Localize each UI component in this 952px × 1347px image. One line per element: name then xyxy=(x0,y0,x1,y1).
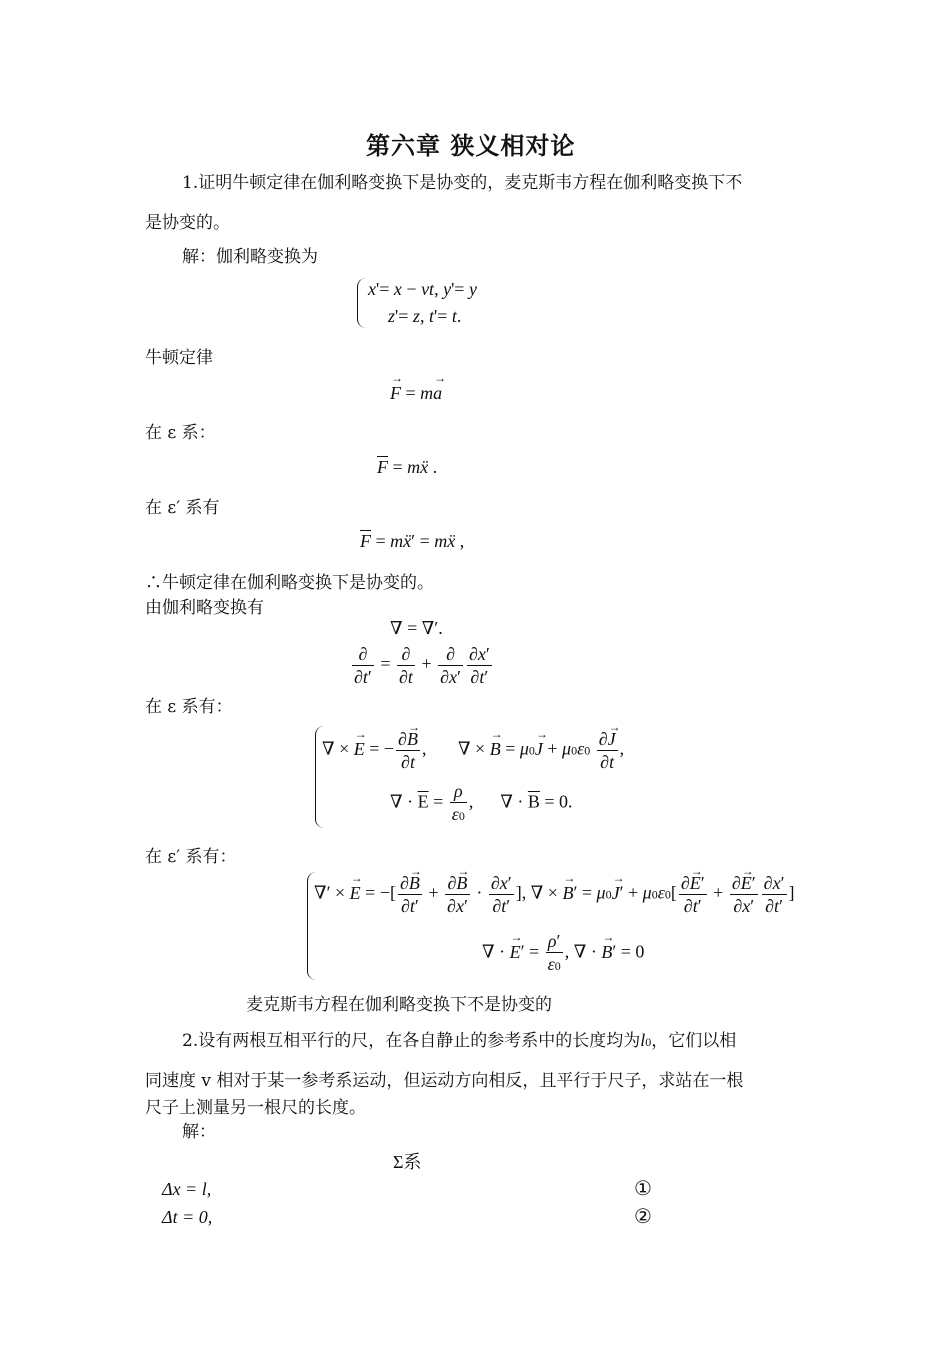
in-sigma-prime-label: 在 ε′ 系有 xyxy=(145,498,220,518)
eq-delta-t: Δt = 0, xyxy=(162,1207,213,1227)
solution2-label: 解： xyxy=(182,1122,216,1142)
problem2-line3: 尺子上测量另一根尺的长度。 xyxy=(145,1098,366,1118)
in-sigma-prime-has-label: 在 ε′ 系有： xyxy=(145,847,237,867)
maxwell-sigma-prime-eq-1: ∇′ × → E = −[ $\frac{\partial\to B}{\partial t'}$ + $\frac{\partial\to B}{\partial x'}$ · $\frac{\partial x'}{\partial t'}$ ], ∇ × → B′ = μ0→ J′ + μ0ε0[ $\frac{\partial\to E'}{\partial t'}$ + $\frac{\partial\to E'}{\partial x'}$ $\frac{\partial x'}{\partial t'}$ ] xyxy=(314,872,795,917)
length-l0: l0 xyxy=(640,1030,652,1050)
problem1-line1: 1.证明牛顿定律在伽利略变换下是协变的，麦克斯韦方程在伽利略变换下不 xyxy=(182,173,743,193)
problem2-line1-text: 2.设有两根互相平行的尺，在各自静止的参考系中的长度均为 xyxy=(182,1031,641,1051)
problem2-line2: 同速度 v 相对于某一参考系运动，但运动方向相反，且平行于尺子，求站在一根 xyxy=(145,1071,744,1091)
galilean-eq-1: x'= x − vt, y'= y xyxy=(368,279,477,299)
maxwell-conclusion: 麦克斯韦方程在伽利略变换下不是协变的 xyxy=(246,995,552,1015)
newton-eq: → F = m→ a xyxy=(390,383,442,404)
solution1-label: 解：伽利略变换为 xyxy=(182,247,318,267)
equation-mark-1: ① xyxy=(634,1176,652,1200)
problem2-line1 xyxy=(182,1026,736,1051)
problem2-line1-end: ，它们以相 xyxy=(651,1031,737,1051)
equation-mark-2: ② xyxy=(634,1204,652,1228)
in-sigma-has-label: 在 ε 系有： xyxy=(145,697,233,717)
therefore-line: ∴牛顿定律在伽利略变换下是协变的。 xyxy=(145,573,434,593)
newton-sigma-prime-eq: $\overline{F}$ = mẍ′ = mẍ , xyxy=(360,531,465,551)
sigma-frame-label: Σ系 xyxy=(393,1152,422,1172)
newton-sigma-eq: $\overline{F}$ = mẍ . xyxy=(377,457,438,477)
galilean-brace xyxy=(357,278,366,328)
nabla-eq: ∇ = ∇′. xyxy=(390,618,443,638)
from-galilean-label: 由伽利略变换有 xyxy=(145,598,264,618)
maxwell-sigma-eq-1: ∇ × → E = − $\frac{\partial\to B}{\partial t}$ , ∇ × → B = μ0→ J + μ0ε0 $\frac{\partial\to J}{\partial t}$ , xyxy=(322,728,624,773)
partial-derivative-eq: $\frac{\partial}{\partial t'}$ = $\frac{\partial}{\partial t}$ + $\frac{\partial}{\partial x'}$ $\frac{\partial x'}{\partial t'}$ xyxy=(354,644,490,687)
maxwell-sigma-eq-2: ∇ · $\overline{E}$ = $\frac{\rho}{\varepsilon 0}$ , ∇ · $\overline{B} = 0$. xyxy=(390,781,573,824)
newton-label: 牛顿定律 xyxy=(145,348,213,368)
galilean-eq-2: z'= z, t'= t. xyxy=(388,306,462,326)
eq-delta-x: Δx = l, xyxy=(162,1179,212,1199)
problem1-line2: 是协变的。 xyxy=(145,213,230,233)
chapter-title: 第六章 狭义相对论 xyxy=(366,131,576,160)
in-sigma-label: 在 ε 系： xyxy=(145,423,216,443)
maxwell-sigma-prime-eq-2: ∇ · → E′ = $\frac{\rho'}{\varepsilon 0}$ , ∇ · → B′ = 0 xyxy=(482,930,644,977)
